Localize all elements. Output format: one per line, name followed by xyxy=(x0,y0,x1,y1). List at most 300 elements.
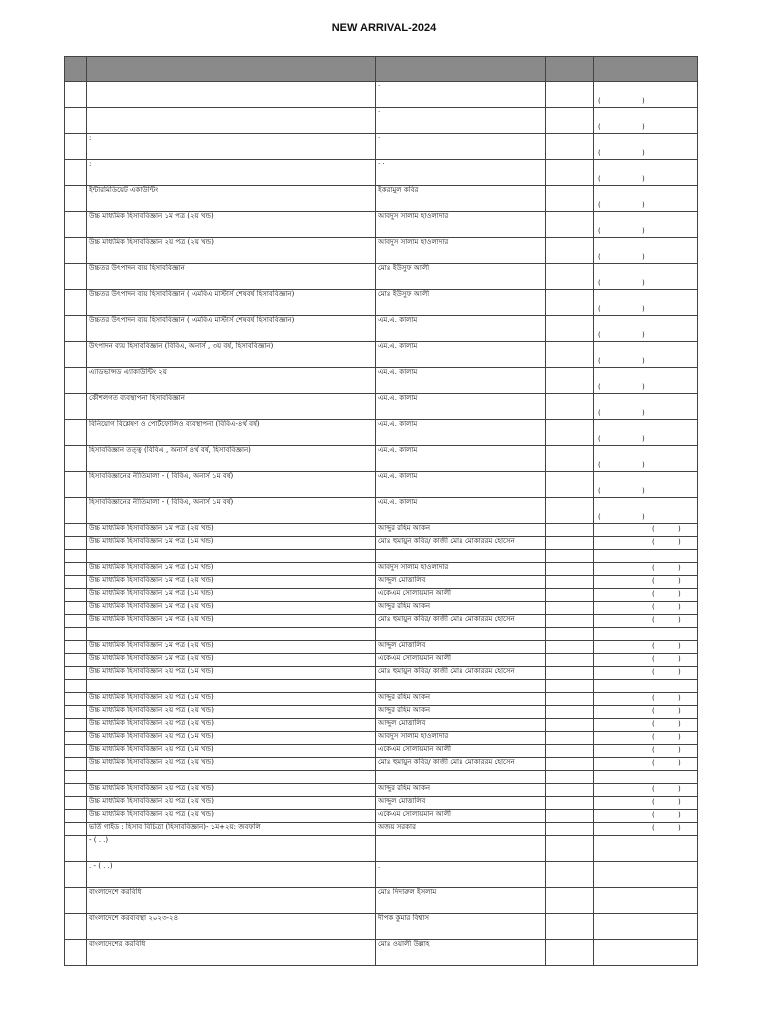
cell-price xyxy=(594,134,698,160)
cell-serial xyxy=(65,134,87,160)
cell-author: আব্দুর রহিম আকন xyxy=(376,602,546,615)
cell-price xyxy=(594,537,698,550)
price-parens xyxy=(596,524,695,536)
paren-open: ( xyxy=(598,227,601,235)
cell-author: মোঃ ওয়ালী উল্লাহ xyxy=(376,940,546,966)
cell-price xyxy=(594,641,698,654)
table-row xyxy=(65,446,698,472)
cell-book-title: : xyxy=(87,160,376,186)
paren-open: ( xyxy=(598,513,601,521)
cell-price xyxy=(594,810,698,823)
paren-open: ( xyxy=(598,409,601,417)
price-parens xyxy=(596,706,695,718)
price-parens xyxy=(596,420,695,445)
table-row xyxy=(65,394,698,420)
cell-quantity xyxy=(546,238,594,264)
cell-quantity xyxy=(546,732,594,745)
cell-price xyxy=(594,212,698,238)
cell-price xyxy=(594,914,698,940)
table-row xyxy=(65,134,698,160)
price-parens xyxy=(596,576,695,588)
paren-close: ) xyxy=(642,123,645,131)
cell-quantity xyxy=(546,290,594,316)
price-parens xyxy=(596,82,695,107)
cell-serial xyxy=(65,797,87,810)
cell-author: এম.এ. কালাম xyxy=(376,368,546,394)
paren-close: ) xyxy=(678,733,681,741)
paren-close: ) xyxy=(678,564,681,572)
price-parens xyxy=(596,693,695,705)
table-row xyxy=(65,238,698,264)
cell-price xyxy=(594,368,698,394)
table-row xyxy=(65,810,698,823)
table-body xyxy=(65,82,698,966)
table-row xyxy=(65,914,698,940)
paren-open: ( xyxy=(652,577,655,585)
cell-serial xyxy=(65,862,87,888)
cell-author: · xyxy=(376,108,546,134)
paren-close: ) xyxy=(642,513,645,521)
paren-close: ) xyxy=(678,577,681,585)
cell-book-title: হিসাববিজ্ঞানের নীতিমালা - ( বিবিএ, অনার্স ১ম বর্ষ) xyxy=(87,472,376,498)
table-row xyxy=(65,888,698,914)
table-row xyxy=(65,537,698,550)
price-parens xyxy=(596,719,695,731)
paren-open: ( xyxy=(652,694,655,702)
table-row xyxy=(65,264,698,290)
cell-quantity xyxy=(546,316,594,342)
cell-price xyxy=(594,576,698,589)
paren-open: ( xyxy=(598,331,601,339)
paren-close: ) xyxy=(678,785,681,793)
cell-quantity xyxy=(546,628,594,641)
cell-book-title xyxy=(87,680,376,693)
cell-serial xyxy=(65,914,87,940)
cell-quantity xyxy=(546,589,594,602)
cell-price xyxy=(594,771,698,784)
cell-book-title: - ( . .) xyxy=(87,836,376,862)
cell-author: · xyxy=(376,82,546,108)
cell-author: আব্দুর রহিম আকন xyxy=(376,784,546,797)
paren-close: ) xyxy=(642,331,645,339)
paren-open: ( xyxy=(652,746,655,754)
cell-book-title xyxy=(87,628,376,641)
paren-close: ) xyxy=(642,253,645,261)
cell-price xyxy=(594,524,698,537)
cell-book-title: উচ্চ মাধ্যমিক হিসাববিজ্ঞান ১ম পত্র (১ম খন্ড) xyxy=(87,537,376,550)
paren-open: ( xyxy=(598,123,601,131)
paren-close: ) xyxy=(642,97,645,105)
table-row xyxy=(65,654,698,667)
cell-book-title: উচ্চ মাধ্যমিক হিসাববিজ্ঞান ১ম পত্র (২য় খন্ড) xyxy=(87,524,376,537)
price-parens xyxy=(596,797,695,809)
table-row xyxy=(65,823,698,836)
table-row xyxy=(65,693,698,706)
cell-serial xyxy=(65,654,87,667)
table-row xyxy=(65,316,698,342)
cell-author: এম.এ. কালাম xyxy=(376,316,546,342)
table-row xyxy=(65,524,698,537)
price-parens xyxy=(596,537,695,549)
cell-book-title: বাংলাদেশে করব্যবস্থা ২০২৩-২৪ xyxy=(87,914,376,940)
cell-price xyxy=(594,82,698,108)
paren-close: ) xyxy=(642,175,645,183)
cell-serial xyxy=(65,446,87,472)
cell-quantity xyxy=(546,784,594,797)
table-row xyxy=(65,550,698,563)
cell-serial xyxy=(65,667,87,680)
table-row xyxy=(65,771,698,784)
cell-author: একেএম সোলায়মান আলী xyxy=(376,654,546,667)
price-parens xyxy=(596,589,695,601)
paren-close: ) xyxy=(678,616,681,624)
paren-open: ( xyxy=(598,201,601,209)
table-row xyxy=(65,628,698,641)
paren-open: ( xyxy=(652,642,655,650)
cell-price xyxy=(594,472,698,498)
paren-open: ( xyxy=(652,811,655,819)
paren-close: ) xyxy=(642,461,645,469)
cell-serial xyxy=(65,108,87,134)
cell-serial xyxy=(65,186,87,212)
cell-author: দীপক কুমার বিশ্বাস xyxy=(376,914,546,940)
cell-price xyxy=(594,602,698,615)
cell-quantity xyxy=(546,719,594,732)
cell-price xyxy=(594,862,698,888)
paren-close: ) xyxy=(678,655,681,663)
cell-book-title: উচ্চ মাধ্যমিক হিসাববিজ্ঞান ২য় পত্র (১ম খন্ড) xyxy=(87,745,376,758)
price-parens xyxy=(596,186,695,211)
cell-book-title: : xyxy=(87,134,376,160)
cell-serial xyxy=(65,771,87,784)
cell-price xyxy=(594,823,698,836)
cell-serial xyxy=(65,550,87,563)
price-parens xyxy=(596,758,695,770)
cell-book-title: উচ্চ মাধ্যমিক হিসাববিজ্ঞান ১ম পত্র (২য় খন্ড) xyxy=(87,615,376,628)
cell-book-title: উচ্চ মাধ্যমিক হিসাববিজ্ঞান ২য় পত্র (১ম খন্ড) xyxy=(87,667,376,680)
cell-quantity xyxy=(546,472,594,498)
header-row xyxy=(65,57,698,82)
cell-book-title: উচ্চ মাধ্যমিক হিসাববিজ্ঞান ২য় পত্র (২য় খন্ড) xyxy=(87,810,376,823)
cell-price xyxy=(594,784,698,797)
cell-book-title xyxy=(87,108,376,134)
cell-book-title xyxy=(87,771,376,784)
cell-serial xyxy=(65,290,87,316)
cell-book-title: উচ্চ মাধ্যমিক হিসাববিজ্ঞান ২য় পত্র (২য় খন্ড) xyxy=(87,238,376,264)
paren-open: ( xyxy=(652,824,655,832)
cell-quantity xyxy=(546,771,594,784)
cell-author: মোঃ হুমায়ুন কবির/ কাজী মোঃ মোকাররম হোসেন xyxy=(376,615,546,628)
cell-author: আব্দুল মোত্তালিব xyxy=(376,576,546,589)
cell-serial xyxy=(65,342,87,368)
cell-author xyxy=(376,836,546,862)
cell-book-title: উচ্চতর উৎপাদন ব্যয় হিসাববিজ্ঞান xyxy=(87,264,376,290)
cell-price xyxy=(594,732,698,745)
cell-author: আব্দুল মোত্তালিব xyxy=(376,719,546,732)
table-row xyxy=(65,758,698,771)
cell-serial xyxy=(65,719,87,732)
cell-book-title: উচ্চ মাধ্যমিক হিসাববিজ্ঞান ২য় পত্র (২য় খন্ড) xyxy=(87,797,376,810)
cell-serial xyxy=(65,472,87,498)
cell-book-title: উচ্চ মাধ্যমিক হিসাববিজ্ঞান ২য় পত্র (১ম খন্ড) xyxy=(87,693,376,706)
table-row xyxy=(65,940,698,966)
paren-open: ( xyxy=(598,253,601,261)
book-list-table xyxy=(64,56,698,966)
cell-author: এম.এ. কালাম xyxy=(376,472,546,498)
table-row xyxy=(65,108,698,134)
cell-quantity xyxy=(546,368,594,394)
cell-author: একেএম সোলায়মান আলী xyxy=(376,589,546,602)
cell-author xyxy=(376,771,546,784)
price-parens xyxy=(596,784,695,796)
cell-book-title: উচ্চ মাধ্যমিক হিসাববিজ্ঞান ১ম পত্র (২য় খন্ড) xyxy=(87,602,376,615)
price-parens xyxy=(596,342,695,367)
paren-open: ( xyxy=(652,668,655,676)
cell-quantity xyxy=(546,186,594,212)
price-parens xyxy=(596,316,695,341)
price-parens xyxy=(596,732,695,744)
cell-author: আব্দুল মোত্তালিব xyxy=(376,797,546,810)
paren-close: ) xyxy=(642,201,645,209)
cell-price xyxy=(594,316,698,342)
table-row xyxy=(65,706,698,719)
paren-open: ( xyxy=(652,564,655,572)
paren-open: ( xyxy=(598,435,601,443)
paren-close: ) xyxy=(678,720,681,728)
cell-serial xyxy=(65,745,87,758)
paren-close: ) xyxy=(678,759,681,767)
cell-serial xyxy=(65,888,87,914)
cell-price xyxy=(594,654,698,667)
paren-close: ) xyxy=(642,383,645,391)
cell-quantity xyxy=(546,537,594,550)
cell-serial xyxy=(65,940,87,966)
cell-price xyxy=(594,758,698,771)
cell-price xyxy=(594,615,698,628)
cell-price xyxy=(594,342,698,368)
cell-author: এম.এ. কালাম xyxy=(376,394,546,420)
cell-price xyxy=(594,745,698,758)
paren-close: ) xyxy=(678,603,681,611)
paren-open: ( xyxy=(598,357,601,365)
cell-author: আবদুস সালাম হাওলাদার xyxy=(376,732,546,745)
paren-close: ) xyxy=(642,149,645,157)
table-row xyxy=(65,82,698,108)
cell-book-title: বিনিয়োগ বিশ্লেষণ ও পোর্টফোলিও ব্যবস্থাপনা (বিবিএ-৪র্থ বর্ষ) xyxy=(87,420,376,446)
cell-serial xyxy=(65,836,87,862)
cell-author: আবদুস সালাম হাওলাদার xyxy=(376,212,546,238)
cell-quantity xyxy=(546,498,594,524)
cell-author: আবদুস সালাম হাওলাদার xyxy=(376,238,546,264)
paren-open: ( xyxy=(652,759,655,767)
paren-open: ( xyxy=(652,590,655,598)
paren-open: ( xyxy=(652,707,655,715)
cell-book-title: এ্যাডভান্সড এ্যাকাউন্টিং ২য় xyxy=(87,368,376,394)
cell-author: আব্দুর রহিম আকন xyxy=(376,524,546,537)
paren-close: ) xyxy=(678,538,681,546)
cell-serial xyxy=(65,498,87,524)
cell-quantity xyxy=(546,680,594,693)
paren-close: ) xyxy=(678,668,681,676)
table-row xyxy=(65,797,698,810)
cell-author: . xyxy=(376,862,546,888)
cell-quantity xyxy=(546,264,594,290)
header-cell-author xyxy=(376,57,546,82)
cell-serial xyxy=(65,537,87,550)
cell-author: মোঃ ইউসুফ আলী xyxy=(376,290,546,316)
price-parens xyxy=(596,134,695,159)
cell-book-title: উচ্চ মাধ্যমিক হিসাববিজ্ঞান ১ম পত্র (১ম খন্ড) xyxy=(87,589,376,602)
cell-quantity xyxy=(546,602,594,615)
table-row xyxy=(65,160,698,186)
cell-author xyxy=(376,550,546,563)
cell-author: মোঃ হুমায়ুন কবির/ কাজী মোঃ মোকাররম হোসেন xyxy=(376,537,546,550)
price-parens xyxy=(596,498,695,523)
price-parens xyxy=(596,368,695,393)
cell-serial xyxy=(65,589,87,602)
cell-price xyxy=(594,446,698,472)
cell-price xyxy=(594,680,698,693)
cell-book-title xyxy=(87,82,376,108)
cell-quantity xyxy=(546,342,594,368)
table-row xyxy=(65,290,698,316)
paren-open: ( xyxy=(652,525,655,533)
cell-serial xyxy=(65,615,87,628)
paren-open: ( xyxy=(652,733,655,741)
cell-author: আব্দুল মোত্তালিব xyxy=(376,641,546,654)
cell-serial xyxy=(65,602,87,615)
cell-book-title: উচ্চ মাধ্যমিক হিসাববিজ্ঞান ১ম পত্র (১ম খন্ড) xyxy=(87,563,376,576)
paren-open: ( xyxy=(652,785,655,793)
cell-book-title: কৌশলগত ব্যবস্থাপনা হিসাববিজ্ঞান xyxy=(87,394,376,420)
cell-serial xyxy=(65,524,87,537)
cell-author: একেএম সোলায়মান আলী xyxy=(376,745,546,758)
cell-quantity xyxy=(546,576,594,589)
cell-price xyxy=(594,836,698,862)
table-row xyxy=(65,680,698,693)
table-row xyxy=(65,745,698,758)
cell-serial xyxy=(65,394,87,420)
paren-close: ) xyxy=(678,525,681,533)
table-row xyxy=(65,732,698,745)
cell-book-title: উচ্চ মাধ্যমিক হিসাববিজ্ঞান ২য় পত্র (২য় খন্ড) xyxy=(87,784,376,797)
cell-author xyxy=(376,680,546,693)
paren-close: ) xyxy=(678,642,681,650)
cell-quantity xyxy=(546,667,594,680)
cell-price xyxy=(594,550,698,563)
cell-book-title: উচ্চতর উৎপাদন ব্যয় হিসাববিজ্ঞান ( এমবিএ মাস্টার্স শেষবর্ষ হিসাববিজ্ঞান) xyxy=(87,290,376,316)
cell-quantity xyxy=(546,654,594,667)
cell-book-title: বাংলাদেশের করবিধি xyxy=(87,940,376,966)
price-parens xyxy=(596,823,695,835)
cell-quantity xyxy=(546,134,594,160)
cell-author: এম.এ. কালাম xyxy=(376,498,546,524)
cell-quantity xyxy=(546,641,594,654)
paren-close: ) xyxy=(678,811,681,819)
cell-book-title: উচ্চতর উৎপাদন ব্যয় হিসাববিজ্ঞান ( এমবিএ মাস্টার্স শেষবর্ষ হিসাববিজ্ঞান) xyxy=(87,316,376,342)
cell-price xyxy=(594,719,698,732)
cell-author: এম.এ. কালাম xyxy=(376,420,546,446)
price-parens xyxy=(596,667,695,679)
cell-quantity xyxy=(546,862,594,888)
cell-serial xyxy=(65,160,87,186)
cell-book-title: হিসাববিজ্ঞানের নীতিমালা - ( বিবিএ, অনার্স ১ম বর্ষ) xyxy=(87,498,376,524)
cell-quantity xyxy=(546,693,594,706)
paren-close: ) xyxy=(678,798,681,806)
cell-price xyxy=(594,186,698,212)
header-cell-serial xyxy=(65,57,87,82)
cell-author: একেএম সোলায়মান আলী xyxy=(376,810,546,823)
cell-author: মোঃ হুমায়ুন কবির/ কাজী মোঃ মোকাররম হোসেন xyxy=(376,758,546,771)
price-parens xyxy=(596,394,695,419)
paren-close: ) xyxy=(642,435,645,443)
price-parens xyxy=(596,615,695,627)
cell-serial xyxy=(65,576,87,589)
cell-book-title: উচ্চ মাধ্যমিক হিসাববিজ্ঞান ১ম পত্র (২য় খন্ড) xyxy=(87,654,376,667)
paren-open: ( xyxy=(652,616,655,624)
cell-book-title: ভর্তি গাইড : হিসাব বিচিত্রা (হিসাববিজ্ঞান)- ১ম+২য়: জবফলি xyxy=(87,823,376,836)
cell-serial xyxy=(65,238,87,264)
cell-book-title xyxy=(87,550,376,563)
price-parens xyxy=(596,654,695,666)
cell-quantity xyxy=(546,394,594,420)
cell-quantity xyxy=(546,745,594,758)
cell-price xyxy=(594,693,698,706)
cell-book-title: উৎপাদন ব্যয় হিসাববিজ্ঞান (বিবিএ, অনার্স , ৩য় বর্ষ, হিসাববিজ্ঞান) xyxy=(87,342,376,368)
paren-open: ( xyxy=(598,279,601,287)
cell-quantity xyxy=(546,550,594,563)
cell-author: অজয় সরকার xyxy=(376,823,546,836)
cell-serial xyxy=(65,706,87,719)
cell-quantity xyxy=(546,836,594,862)
paren-close: ) xyxy=(642,357,645,365)
table-row xyxy=(65,472,698,498)
cell-quantity xyxy=(546,420,594,446)
cell-quantity xyxy=(546,823,594,836)
cell-serial xyxy=(65,212,87,238)
cell-book-title: উচ্চ মাধ্যমিক হিসাববিজ্ঞান ১ম পত্র (২য় খন্ড) xyxy=(87,576,376,589)
cell-book-title: . - ( . .) xyxy=(87,862,376,888)
price-parens xyxy=(596,472,695,497)
cell-serial xyxy=(65,680,87,693)
paren-open: ( xyxy=(652,655,655,663)
cell-quantity xyxy=(546,914,594,940)
paren-open: ( xyxy=(652,798,655,806)
table-row xyxy=(65,186,698,212)
cell-price xyxy=(594,940,698,966)
header-cell-title xyxy=(87,57,376,82)
cell-author xyxy=(376,628,546,641)
cell-author: মোঃ ইউসুফ আলী xyxy=(376,264,546,290)
cell-serial xyxy=(65,563,87,576)
cell-quantity xyxy=(546,212,594,238)
price-parens xyxy=(596,446,695,471)
cell-author: মোঃ দিদারুল ইসলাম xyxy=(376,888,546,914)
price-parens xyxy=(596,290,695,315)
cell-book-title: উচ্চ মাধ্যমিক হিসাববিজ্ঞান ১ম পত্র (২য় খন্ড) xyxy=(87,212,376,238)
cell-price xyxy=(594,264,698,290)
cell-quantity xyxy=(546,758,594,771)
cell-book-title: বাংলাদেশে করবিধি xyxy=(87,888,376,914)
cell-serial xyxy=(65,82,87,108)
cell-book-title: উচ্চ মাধ্যমিক হিসাববিজ্ঞান ২য় পত্র (২য় খন্ড) xyxy=(87,719,376,732)
paren-open: ( xyxy=(598,305,601,313)
paren-open: ( xyxy=(598,383,601,391)
table-row xyxy=(65,420,698,446)
price-parens xyxy=(596,108,695,133)
price-parens xyxy=(596,810,695,822)
cell-price xyxy=(594,888,698,914)
